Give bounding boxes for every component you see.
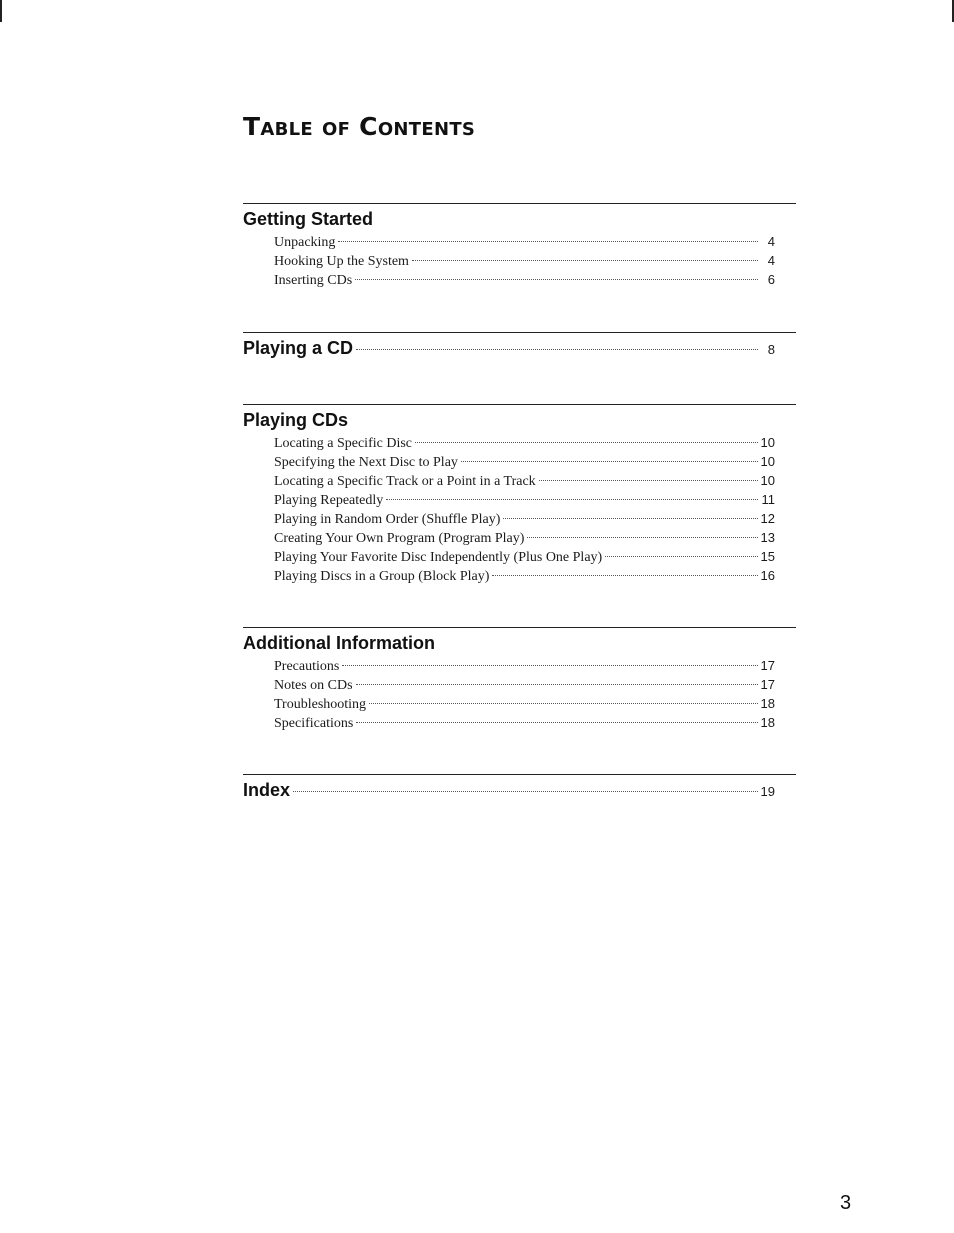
toc-entry[interactable] <box>274 675 775 694</box>
entry-page-number: 4 <box>767 234 775 249</box>
section-getting-started <box>243 203 796 289</box>
dot-leader <box>503 518 757 519</box>
dot-leader <box>527 537 757 538</box>
dot-leader <box>342 665 757 666</box>
toc-entry[interactable] <box>274 251 775 270</box>
section-heading: Additional Information <box>243 633 435 653</box>
entry-label: Playing Repeatedly <box>274 493 384 508</box>
entry-label: Playing in Random Order (Shuffle Play) <box>274 512 501 527</box>
dot-leader <box>539 480 758 481</box>
toc-entry[interactable] <box>274 528 775 547</box>
entry-label: Locating a Specific Disc <box>274 436 413 451</box>
page-title <box>243 112 475 141</box>
entry-label: Specifications <box>274 716 354 731</box>
entry-page-number: 11 <box>761 492 775 507</box>
entry-page-number: 10 <box>760 435 775 450</box>
entry-page-number: 6 <box>767 272 775 287</box>
section-playing-cds <box>243 404 796 585</box>
section-divider <box>243 332 796 333</box>
dot-leader <box>356 722 757 723</box>
entry-page-number: 17 <box>760 677 775 692</box>
section-heading: Getting Started <box>243 209 374 229</box>
entry-list <box>243 433 775 585</box>
entry-page-number: 19 <box>760 784 775 799</box>
toc-entry[interactable] <box>274 232 775 251</box>
scan-edge-left <box>0 0 2 22</box>
toc-entry[interactable] <box>274 656 775 675</box>
dot-leader <box>293 791 758 792</box>
entry-page-number: 18 <box>760 696 775 711</box>
dot-leader <box>355 279 758 280</box>
entry-page-number: 15 <box>760 549 775 564</box>
toc-entry[interactable] <box>274 566 775 585</box>
entry-page-number: 18 <box>760 715 775 730</box>
dot-leader <box>492 575 757 576</box>
entry-page-number: 17 <box>760 658 775 673</box>
entry-label: Precautions <box>274 659 340 674</box>
dot-leader <box>605 556 757 557</box>
entry-label: Unpacking <box>274 235 336 250</box>
toc-entry[interactable] <box>274 433 775 452</box>
entry-label: Inserting CDs <box>274 273 353 288</box>
dot-leader <box>338 241 758 242</box>
section-playing-a-cd <box>243 332 796 361</box>
dot-leader <box>386 499 758 500</box>
section-additional-information <box>243 627 796 732</box>
entry-page-number: 12 <box>760 511 775 526</box>
entry-page-number: 10 <box>760 473 775 488</box>
entry-label: Notes on CDs <box>274 678 353 693</box>
entry-page-number: 8 <box>767 342 775 357</box>
entry-list <box>243 656 775 732</box>
toc-entry[interactable] <box>243 337 775 361</box>
entry-page-number: 10 <box>760 454 775 469</box>
toc-entry[interactable] <box>274 471 775 490</box>
section-divider <box>243 404 796 405</box>
dot-leader <box>356 349 758 350</box>
toc-entry[interactable] <box>274 694 775 713</box>
entry-page-number: 4 <box>767 253 775 268</box>
section-index <box>243 774 796 803</box>
section-heading: Playing a CD <box>243 338 354 358</box>
section-divider <box>243 203 796 204</box>
entry-label: Playing Your Favorite Disc Independently (Plus One Play) <box>274 550 603 565</box>
page-number: 3 <box>840 1192 852 1214</box>
toc-entry[interactable] <box>274 270 775 289</box>
entry-label: Creating Your Own Program (Program Play) <box>274 531 525 546</box>
toc-entry[interactable] <box>243 779 775 803</box>
dot-leader <box>461 461 758 462</box>
entry-label: Troubleshooting <box>274 697 367 712</box>
toc-entry[interactable] <box>274 452 775 471</box>
page-title-text: Table of Contents <box>243 112 476 141</box>
section-heading: Index <box>243 780 291 800</box>
toc-entry[interactable] <box>274 713 775 732</box>
entry-label: Playing Discs in a Group (Block Play) <box>274 569 490 584</box>
entry-label: Locating a Specific Track or a Point in a Track <box>274 474 536 489</box>
dot-leader <box>415 442 758 443</box>
entry-label: Hooking Up the System <box>274 254 409 269</box>
toc-entry[interactable] <box>274 509 775 528</box>
entry-page-number: 13 <box>760 530 775 545</box>
entry-label: Specifying the Next Disc to Play <box>274 455 458 470</box>
section-divider <box>243 774 796 775</box>
dot-leader <box>369 703 757 704</box>
section-heading: Playing CDs <box>243 410 349 430</box>
toc-entry[interactable] <box>274 490 775 509</box>
entry-page-number: 16 <box>760 568 775 583</box>
section-divider <box>243 627 796 628</box>
dot-leader <box>412 260 758 261</box>
dot-leader <box>356 684 758 685</box>
entry-list <box>243 232 775 289</box>
toc-entry[interactable] <box>274 547 775 566</box>
